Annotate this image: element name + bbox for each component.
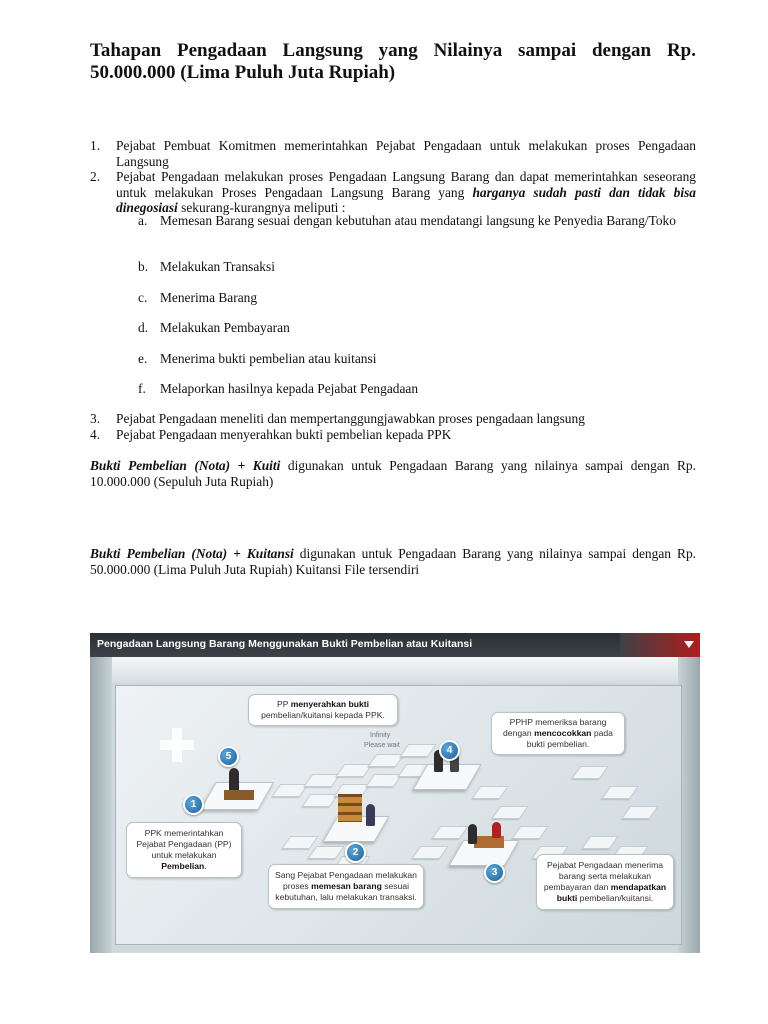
substep-text: Menerima bukti pembelian atau kuitansi <box>160 351 377 366</box>
note-text: digunakan untuk Pengadaan Barang yang nilainya sampai dengan Rp. 50.000.000 (Lima Puluh Juta Rupiah) Kuitansi File tersendiri <box>90 546 696 577</box>
path-tile <box>399 744 436 757</box>
diagram-top-frame <box>90 657 700 683</box>
step-text-tail: sekurang-kurangnya meliputi : <box>177 200 346 216</box>
substep-letter: c. <box>138 290 148 305</box>
step-badge-4: 4 <box>439 740 460 761</box>
diagram-header-bar <box>90 633 700 657</box>
callout-step-3: Pejabat Pengadaan menerima barang serta melakukan pembayaran dan mendapatkan bukti pembelian/kuitansi. <box>536 854 674 910</box>
substep-text: Melakukan Transaksi <box>160 259 275 274</box>
path-tile <box>601 786 638 799</box>
callout-step-5: PP menyerahkan bukti pembelian/kuitansi kepada PPK. <box>248 694 398 726</box>
step-badge-3: 3 <box>484 862 505 883</box>
plus-icon <box>160 728 194 762</box>
step-badge-2: 2 <box>345 842 366 863</box>
path-tile <box>281 836 318 849</box>
step-number: 2. <box>90 169 101 184</box>
step-number: 4. <box>90 427 101 442</box>
note-bold: Bukti Pembelian (Nota) + Kuiti <box>90 458 281 473</box>
procurement-diagram <box>90 633 700 953</box>
desk <box>224 790 254 800</box>
shelf <box>338 794 362 822</box>
step-text-emphasis: harganya sudah pasti dan tidak bisa dinegosiasi <box>116 184 696 216</box>
path-tile <box>571 766 608 779</box>
path-tile <box>471 786 508 799</box>
substep-letter: b. <box>138 259 149 274</box>
note-paragraph <box>90 546 696 577</box>
chevron-down-icon <box>684 641 694 648</box>
step-text: Pejabat Pembuat Komitmen memerintahkan Pejabat Pengadaan untuk melakukan proses Pengadaan Langsung <box>116 138 696 169</box>
diagram-header-title: Pengadaan Langsung Barang Menggunakan Bukti Pembelian atau Kuitansi <box>97 638 473 650</box>
step-number: 3. <box>90 411 101 426</box>
path-tile <box>621 806 658 819</box>
path-tile <box>511 826 548 839</box>
note-paragraph <box>90 458 696 489</box>
callout-step-1: PPK memerintahkan Pejabat Pengadaan (PP) untuk melakukan Pembelian. <box>126 822 242 878</box>
substep-text: Menerima Barang <box>160 290 258 305</box>
step-text-main: Pejabat Pengadaan melakukan proses Pengadaan Langsung Barang dan dapat memerintahkan seseorang untuk melakukan Proses Pengadaan Langsung Barang yang <box>116 169 696 200</box>
substep-letter: e. <box>138 351 148 366</box>
diagram-board <box>115 685 682 945</box>
step-number: 1. <box>90 138 101 153</box>
infinity-label: Infinity <box>370 732 391 739</box>
callout-step-2: Sang Pejabat Pengadaan melakukan proses memesan barang sesuai kebutuhan, lalu melakukan transaksi. <box>268 864 424 909</box>
person-figure <box>229 768 239 792</box>
step-text: Pejabat Pengadaan meneliti dan mempertanggungjawabkan proses pengadaan langsung <box>116 411 585 426</box>
substep-text: Melaporkan hasilnya kepada Pejabat Pengadaan <box>160 381 419 396</box>
substep-text: Melakukan Pembayaran <box>160 320 290 335</box>
person-figure <box>468 824 477 844</box>
diagram-left-frame <box>90 657 112 953</box>
step-badge-5: 5 <box>218 746 239 767</box>
substep-letter: d. <box>138 320 149 335</box>
please-wait-label: Please wait <box>364 742 400 749</box>
callout-step-4: PPHP memeriksa barang dengan mencocokkan pada bukti pembelian. <box>491 712 625 755</box>
path-tile <box>491 806 528 819</box>
substep-text: Memesan Barang sesuai dengan kebutuhan atau mendatangi langsung ke Penyedia Barang/Toko <box>160 213 676 228</box>
step-badge-1: 1 <box>183 794 204 815</box>
step-text: Pejabat Pengadaan menyerahkan bukti pembelian kepada PPK <box>116 427 452 442</box>
step-text <box>116 169 696 216</box>
note-text: digunakan untuk Pengadaan Barang yang nilainya sampai dengan Rp. 10.000.000 (Sepuluh Juta Rupiah) <box>90 458 696 489</box>
person-figure <box>366 804 375 826</box>
path-tile <box>411 846 448 859</box>
substep-letter: f. <box>138 381 146 396</box>
substep-letter: a. <box>138 213 148 228</box>
page-title: Tahapan Pengadaan Langsung yang Nilainya sampai dengan Rp. 50.000.000 (Lima Puluh Juta Rupiah) <box>90 40 696 83</box>
path-tile <box>581 836 618 849</box>
person-figure <box>492 822 501 838</box>
path-tile <box>431 826 468 839</box>
path-tile <box>307 846 344 859</box>
note-bold: Bukti Pembelian (Nota) + Kuitansi <box>90 546 294 561</box>
